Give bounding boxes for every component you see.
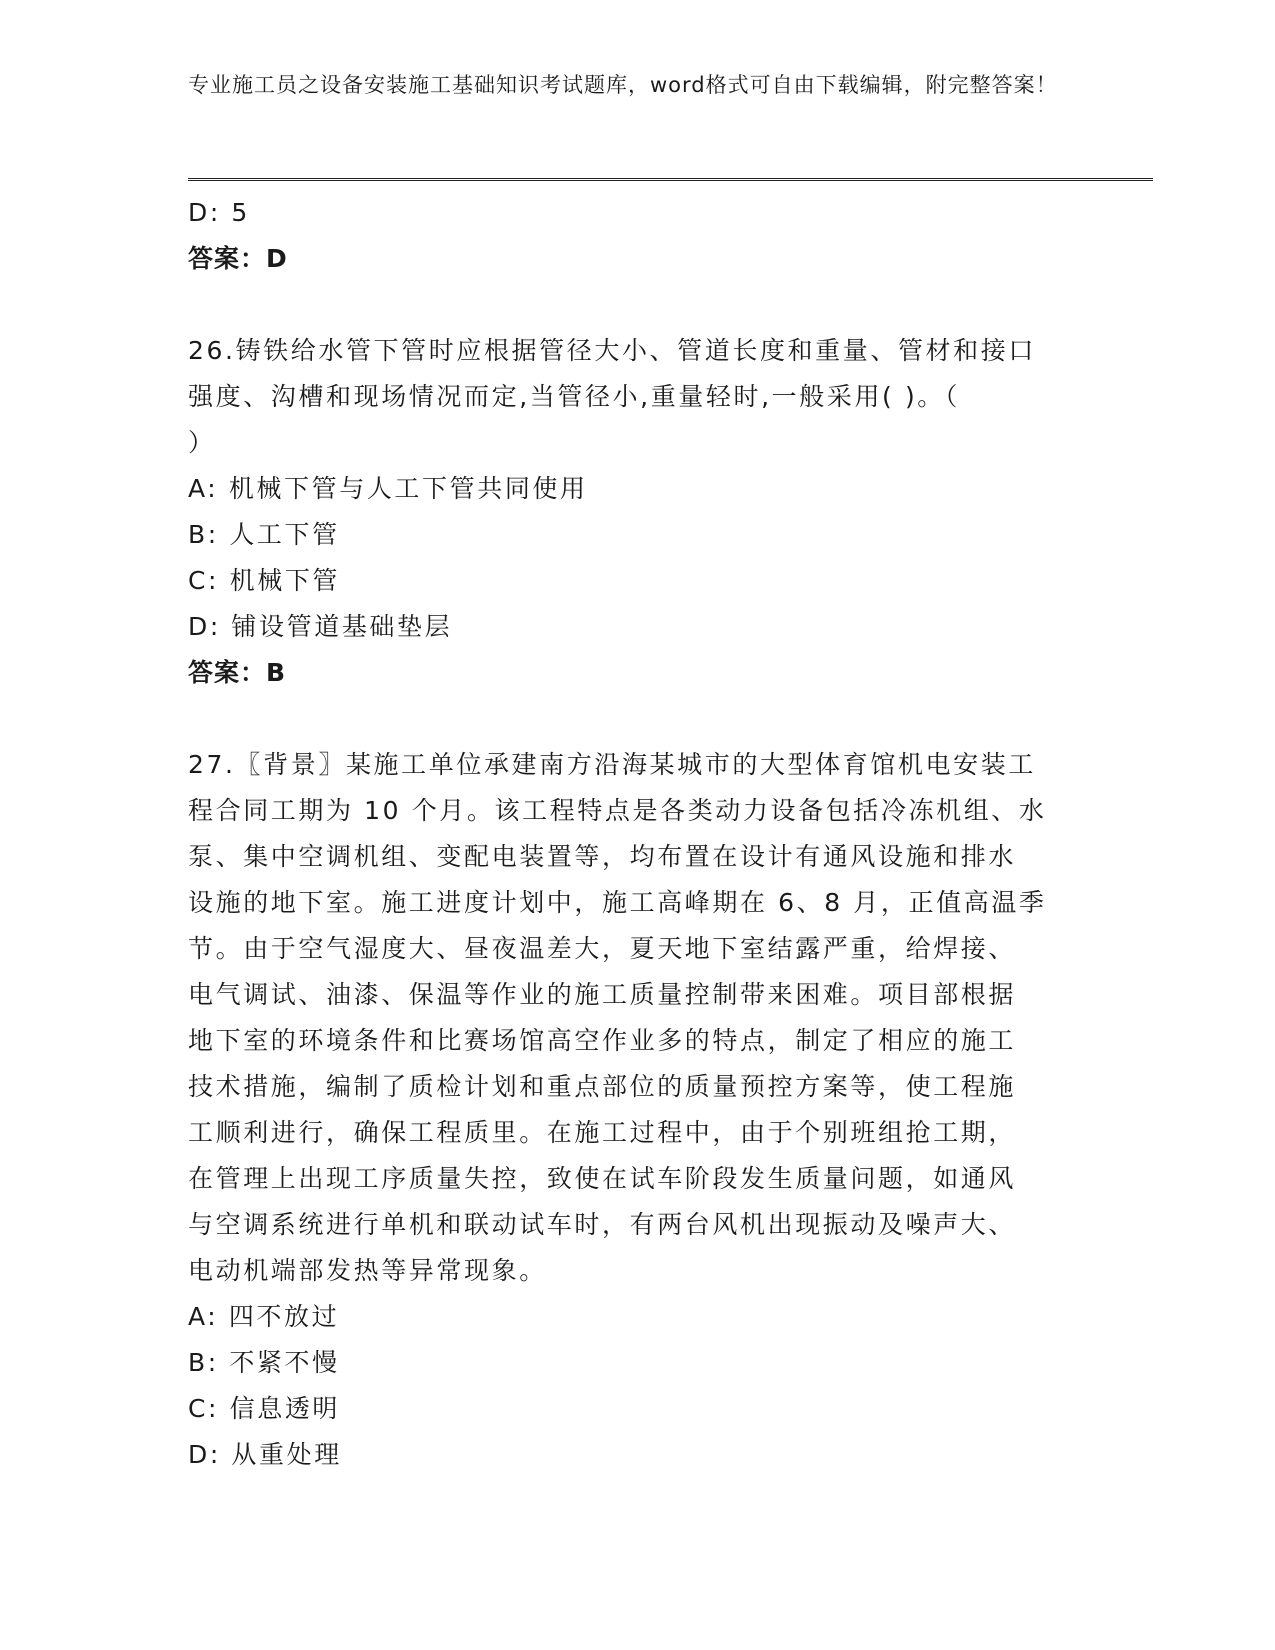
question-26-stem-line: 强度、沟槽和现场情况而定,当管径小,重量轻时,一般采用( )。（ [188, 382, 960, 411]
question-26-stem-line: 26.铸铁给水管下管时应根据管径大小、管道长度和重量、管材和接口 [188, 336, 1036, 365]
question-27-stem-line: 设施的地下室。施工进度计划中，施工高峰期在 6、8 月，正值高温季 [188, 888, 1047, 917]
header-divider [188, 178, 1153, 181]
question-27-stem-line: 27.〖背景〗某施工单位承建南方沿海某城市的大型体育馆机电安装工 [188, 750, 1036, 779]
document-body [188, 190, 1068, 1478]
question-27-stem-line: 泵、集中空调机组、变配电装置等，均布置在设计有通风设施和排水 [188, 842, 1017, 871]
page-header: 专业施工员之设备安装施工基础知识考试题库，word格式可自由下载编辑，附完整答案！ [188, 73, 1058, 97]
question-26-option-b: B: 人工下管 [188, 520, 340, 549]
question-26-option-d: D: 铺设管道基础垫层 [188, 612, 453, 641]
question-27 [188, 742, 1068, 1478]
question-27-option-c: C: 信息透明 [188, 1394, 341, 1423]
question-27-option-d: D: 从重处理 [188, 1440, 342, 1469]
question-26-answer: 答案：B [188, 658, 287, 687]
question-27-stem-line: 技术措施，编制了质检计划和重点部位的质量预控方案等，使工程施 [188, 1072, 1017, 1101]
question-27-option-b: B: 不紧不慢 [188, 1348, 340, 1377]
question-26-stem [188, 328, 1068, 466]
prev-answer: 答案：D [188, 244, 288, 273]
question-27-stem-line: 电动机端部发热等异常现象。 [188, 1256, 547, 1285]
question-27-stem-line: 与空调系统进行单机和联动试车时，有两台风机出现振动及噪声大、 [188, 1210, 1017, 1239]
question-27-stem-line: 节。由于空气湿度大、昼夜温差大，夏天地下室结露严重，给焊接、 [188, 934, 1017, 963]
question-26 [188, 328, 1068, 696]
question-26-stem-line: ） [188, 428, 216, 457]
question-27-stem-line: 电气调试、油漆、保温等作业的施工质量控制带来困难。项目部根据 [188, 980, 1017, 1009]
question-27-stem-line: 地下室的环境条件和比赛场馆高空作业多的特点，制定了相应的施工 [188, 1026, 1017, 1055]
question-27-option-a: A: 四不放过 [188, 1302, 340, 1331]
question-26-option-a: A: 机械下管与人工下管共同使用 [188, 474, 588, 503]
question-27-stem-line: 工顺利进行，确保工程质里。在施工过程中，由于个别班组抢工期， [188, 1118, 1017, 1147]
question-26-option-c: C: 机械下管 [188, 566, 341, 595]
question-27-stem-line: 程合同工期为 10 个月。该工程特点是各类动力设备包括冷冻机组、水 [188, 796, 1047, 825]
question-27-stem [188, 742, 1068, 1294]
question-27-stem-line: 在管理上出现工序质量失控，致使在试车阶段发生质量问题，如通风 [188, 1164, 1017, 1193]
prev-option-d: D: 5 [188, 198, 250, 227]
